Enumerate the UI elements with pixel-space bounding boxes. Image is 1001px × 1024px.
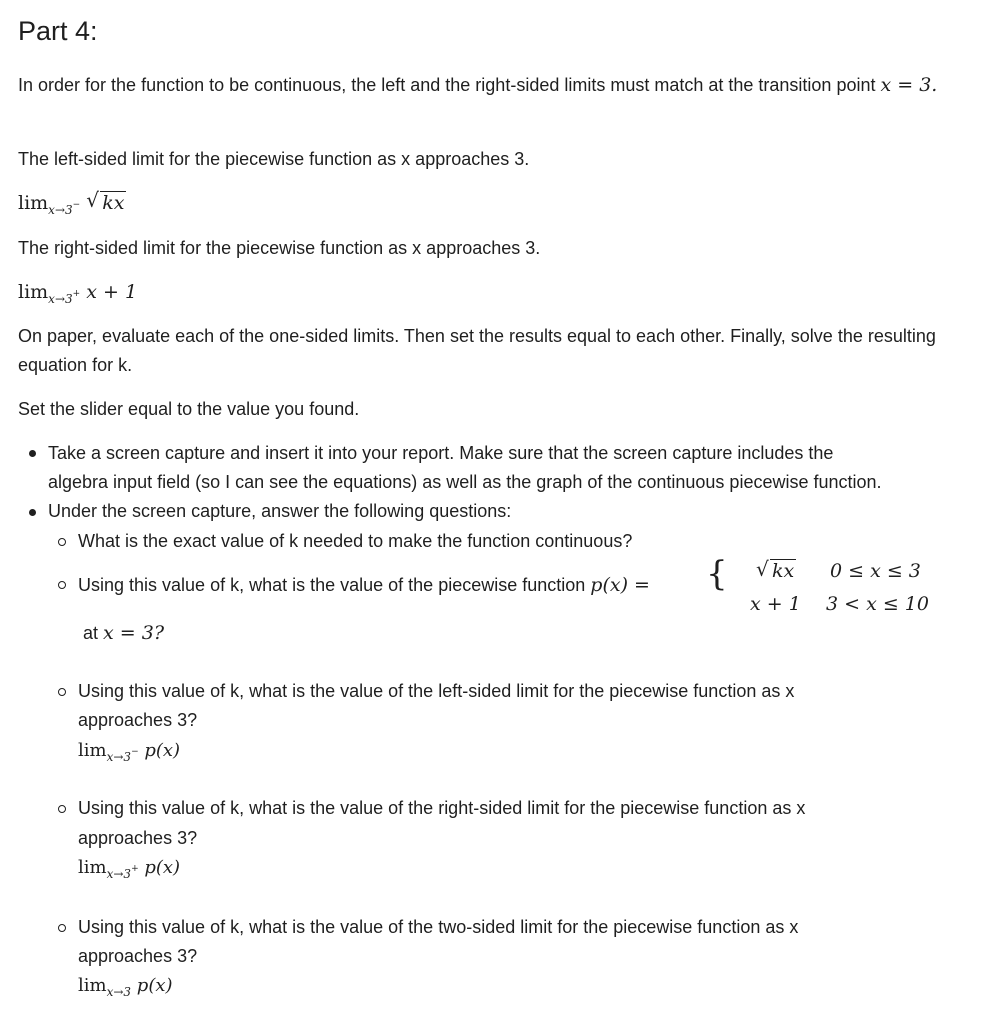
lim-operator: lim bbox=[18, 281, 49, 303]
bullet-2-text: Under the screen capture, answer the following questions: bbox=[48, 501, 512, 521]
piecewise-row-2-expr: x + 1 bbox=[750, 593, 801, 615]
bullet-1-line-1: Take a screen capture and insert it into your report. Make sure that the screen capture includes the bbox=[48, 443, 834, 463]
intro-point-math: x = 3. bbox=[880, 74, 938, 96]
right-limit-expr: x + 1 bbox=[86, 281, 138, 303]
piecewise-row-1-expr: √ kx bbox=[756, 557, 795, 582]
question-2-text: Using this value of k, what is the value of the piecewise function p(x) = bbox=[78, 574, 650, 596]
slider-instruction: Set the slider equal to the value you found. bbox=[18, 399, 360, 419]
question-5-limit: $\lim_{x\to 3} p(x)$ bbox=[78, 975, 173, 999]
intro-text: In order for the function to be continuous, the left and the right-sided limits must match at the transition point bbox=[18, 75, 876, 95]
right-limit-text: The right-sided limit for the piecewise function as x approaches 3. bbox=[18, 238, 541, 258]
piecewise-function-name: p(x) = bbox=[590, 574, 650, 596]
lim-subscript: x→3+ bbox=[48, 289, 81, 306]
sub-bullet-circle bbox=[58, 538, 66, 546]
piecewise-brace: { bbox=[706, 554, 728, 594]
question-4-limit: $\lim_{x\to 3^+} p(x)$ bbox=[78, 857, 181, 881]
piecewise-row-1-cond: 0 ≤ x ≤ 3 bbox=[830, 560, 921, 582]
piecewise-row-2-cond: 3 < x ≤ 10 bbox=[826, 593, 929, 615]
lim-subscript: x→3− bbox=[48, 200, 81, 217]
question-4-line-2: approaches 3? bbox=[78, 828, 198, 848]
question-5-line-1: Using this value of k, what is the value of the two-sided limit for the piecewise function as x bbox=[78, 917, 799, 937]
question-4-line-1: Using this value of k, what is the value of the right-sided limit for the piecewise function as x bbox=[78, 798, 806, 818]
bullet-dot bbox=[29, 509, 36, 516]
question-5-line-2: approaches 3? bbox=[78, 946, 198, 966]
part-heading: Part 4: bbox=[18, 16, 98, 46]
sub-bullet-circle bbox=[58, 924, 66, 932]
question-2-at: at x = 3? bbox=[83, 622, 165, 644]
sub-bullet-circle bbox=[58, 805, 66, 813]
bullet-dot bbox=[29, 450, 36, 457]
question-3-line-1: Using this value of k, what is the value of the left-sided limit for the piecewise function as x bbox=[78, 681, 795, 701]
lim-operator: lim bbox=[18, 192, 49, 214]
right-limit-expression bbox=[18, 278, 968, 314]
left-limit-expression bbox=[18, 189, 968, 225]
sqrt-kx: √ kx bbox=[86, 188, 125, 214]
question-3-limit: $\lim_{x\to 3^-} p(x)$ bbox=[78, 740, 181, 764]
left-limit-text: The left-sided limit for the piecewise function as x approaches 3. bbox=[18, 149, 530, 169]
sub-bullet-circle bbox=[58, 581, 66, 589]
intro-paragraph bbox=[18, 71, 968, 100]
sub-bullet-circle bbox=[58, 688, 66, 696]
question-1-text: What is the exact value of k needed to make the function continuous? bbox=[78, 531, 633, 551]
question-3-line-2: approaches 3? bbox=[78, 710, 198, 730]
bullet-1-line-2: algebra input field (so I can see the equations) as well as the graph of the continuous piecewise function. bbox=[48, 472, 882, 492]
paper-instructions: On paper, evaluate each of the one-sided limits. Then set the results equal to each other. Finally, solve the resulting equation for k. bbox=[18, 326, 936, 375]
